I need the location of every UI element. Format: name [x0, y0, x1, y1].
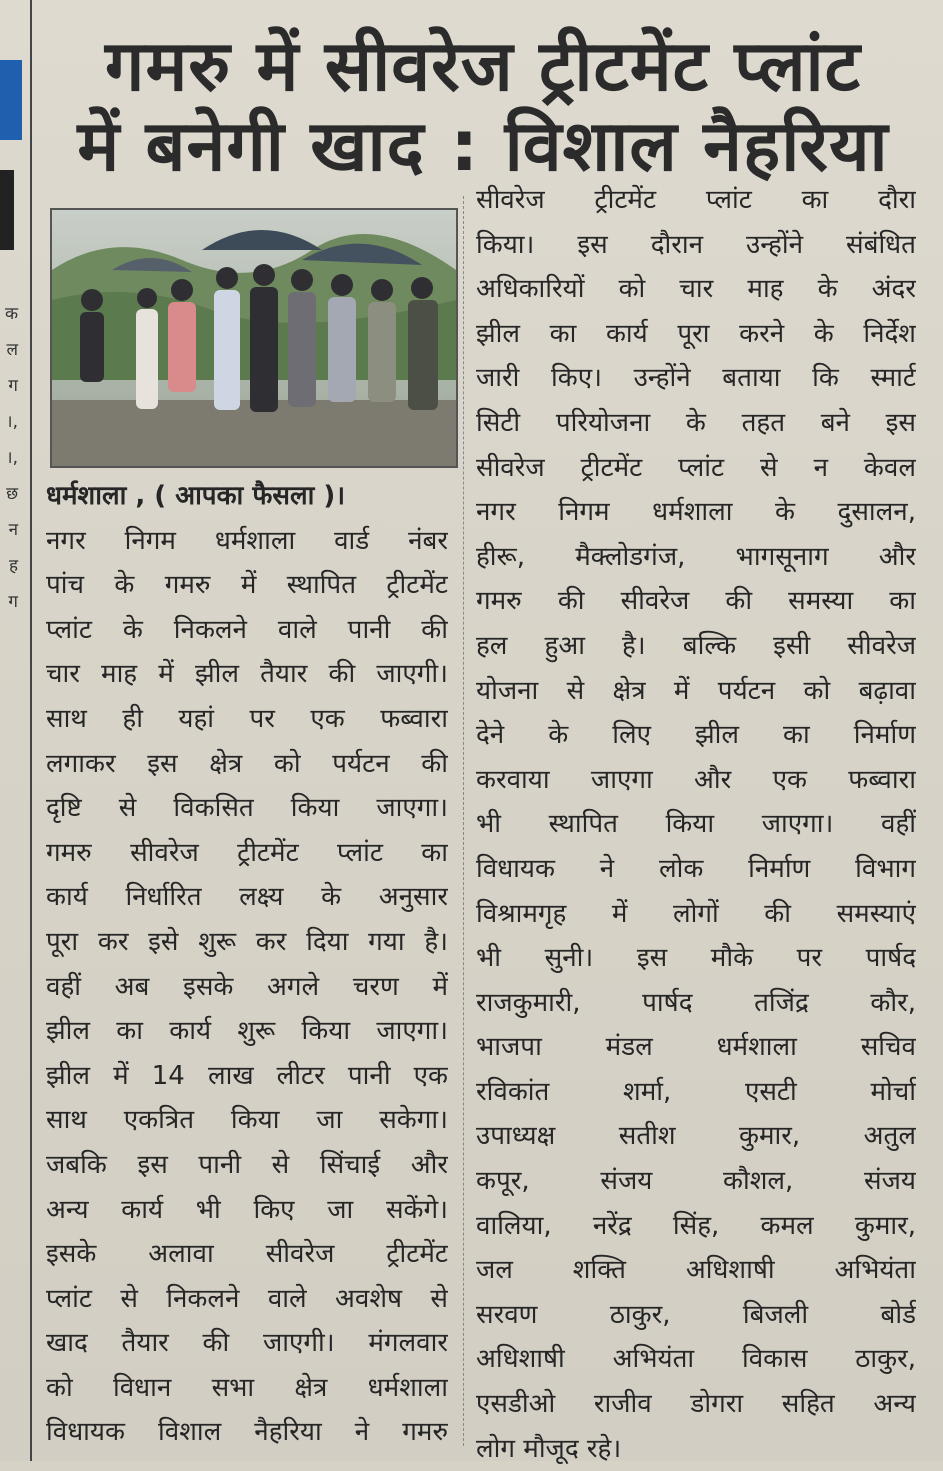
text-line: जारी किए। उन्होंने बताया कि स्मार्ट — [476, 363, 916, 394]
text-line: विश्रामगृह में लोगों की समस्याएं — [476, 898, 916, 929]
text-line: रविकांत शर्मा, एसटी मोर्चा — [476, 1076, 916, 1107]
text-line: लोग मौजूद रहे। — [476, 1433, 622, 1464]
text-line: देने के लिए झील का निर्माण — [476, 720, 916, 751]
text-line: विधायक ने लोक निर्माण विभाग — [476, 853, 916, 884]
edge-char: ल — [6, 340, 18, 360]
text-line: इसके अलावा सीवरेज ट्रीटमेंट — [46, 1239, 448, 1270]
article-column-left — [46, 474, 448, 1455]
text-line: कपूर, संजय कौशल, संजय — [476, 1166, 916, 1197]
column-divider — [463, 196, 464, 1446]
text-line: खाद तैयार की जाएगी। मंगलवार — [46, 1328, 448, 1359]
text-line: झील का कार्य शुरू किया जाएगा। — [46, 1016, 448, 1047]
text-line: अन्य कार्य भी किए जा सकेंगे। — [46, 1194, 448, 1225]
text-line: भाजपा मंडल धर्मशाला सचिव — [476, 1032, 916, 1063]
text-line: वहीं अब इसके अगले चरण में — [46, 971, 448, 1002]
text-line: प्लांट से निकलने वाले अवशेष से — [46, 1283, 448, 1314]
edge-char: ।, — [6, 412, 18, 432]
text-line: जल शक्ति अधिशाषी अभियंता — [476, 1255, 916, 1286]
adjacent-blue-block — [0, 60, 22, 140]
text-line: किया। इस दौरान उन्होंने संबंधित — [476, 229, 916, 260]
text-line: नगर निगम धर्मशाला वार्ड नंबर — [46, 525, 448, 556]
article-column-right — [476, 178, 916, 1471]
text-line: अधिशाषी अभियंता विकास ठाकुर, — [476, 1344, 916, 1375]
text-line: सिटी परियोजना के तहत बने इस — [476, 407, 916, 438]
text-line: सीवरेज ट्रीटमेंट प्लांट से न केवल — [476, 452, 916, 483]
article-headline — [38, 26, 928, 186]
text-line: अधिकारियों को चार माह के अंदर — [476, 274, 916, 305]
edge-char: ग — [8, 592, 18, 612]
adjacent-column-edge — [0, 0, 32, 1461]
text-line: एसडीओ राजीव डोगरा सहित अन्य — [476, 1389, 916, 1420]
text-line: पूरा कर इसे शुरू कर दिया गया है। — [46, 926, 448, 957]
text-line: पांच के गमरु में स्थापित ट्रीटमेंट — [46, 570, 448, 601]
adjacent-black-block — [0, 170, 14, 250]
text-line: गमरु सीवरेज ट्रीटमेंट प्लांट का — [46, 837, 448, 868]
text-line: झील का कार्य पूरा करने के निर्देश — [476, 318, 916, 349]
text-line: जबकि इस पानी से सिंचाई और — [46, 1149, 448, 1180]
dateline: धर्मशाला , ( आपका फैसला )। — [46, 481, 346, 511]
text-line: साथ ही यहां पर एक फब्वारा — [46, 703, 448, 734]
text-line: नगर निगम धर्मशाला के दुसालन, — [476, 497, 916, 528]
adjacent-column-text — [0, 296, 18, 620]
headline-line-1: गमरु में सीवरेज ट्रीटमेंट प्लांट — [105, 25, 861, 107]
headline-line-2: में बनेगी खाद : विशाल नैहरिया — [77, 105, 889, 187]
text-line: साथ एकत्रित किया जा सकेगा। — [46, 1105, 448, 1136]
text-line: करवाया जाएगा और एक फब्वारा — [476, 764, 916, 795]
text-line: लगाकर इस क्षेत्र को पर्यटन की — [46, 748, 448, 779]
text-line: वालिया, नरेंद्र सिंह, कमल कुमार, — [476, 1210, 916, 1241]
text-line: सीवरेज ट्रीटमेंट प्लांट का दौरा — [476, 185, 916, 215]
edge-char: छ — [6, 484, 18, 504]
text-line: योजना से क्षेत्र में पर्यटन को बढ़ावा — [476, 675, 916, 706]
text-line: भी स्थापित किया जाएगा। वहीं — [476, 809, 916, 840]
edge-char: न — [8, 520, 18, 540]
text-line: को विधान सभा क्षेत्र धर्मशाला — [46, 1372, 448, 1403]
edge-char: ग — [8, 376, 18, 396]
text-line: उपाध्यक्ष सतीश कुमार, अतुल — [476, 1121, 916, 1152]
text-line: कार्य निर्धारित लक्ष्य के अनुसार — [46, 882, 448, 913]
text-line: प्लांट के निकलने वाले पानी की — [46, 614, 448, 645]
text-line: गमरु की सीवरेज की समस्या का — [476, 586, 916, 617]
text-line: राजकुमारी, पार्षद तजिंद्र कौर, — [476, 987, 916, 1018]
edge-char: ।, — [6, 448, 18, 468]
news-photo-people-with-umbrellas-icon — [52, 210, 456, 466]
edge-char: ह — [8, 556, 18, 576]
article-photo — [50, 208, 458, 468]
text-line: झील में 14 लाख लीटर पानी एक — [46, 1060, 448, 1091]
text-line: भी सुनी। इस मौके पर पार्षद — [476, 943, 916, 974]
text-line: दृष्टि से विकसित किया जाएगा। — [46, 793, 448, 824]
edge-char: क — [4, 304, 18, 324]
text-line: चार माह में झील तैयार की जाएगी। — [46, 659, 448, 690]
text-line: हल हुआ है। बल्कि इसी सीवरेज — [476, 630, 916, 661]
text-line: हीरू, मैक्लोडगंज, भागसूनाग और — [476, 541, 916, 572]
text-line: सरवण ठाकुर, बिजली बोर्ड — [476, 1299, 916, 1330]
text-line: विधायक विशाल नैहरिया ने गमरु — [46, 1417, 448, 1448]
